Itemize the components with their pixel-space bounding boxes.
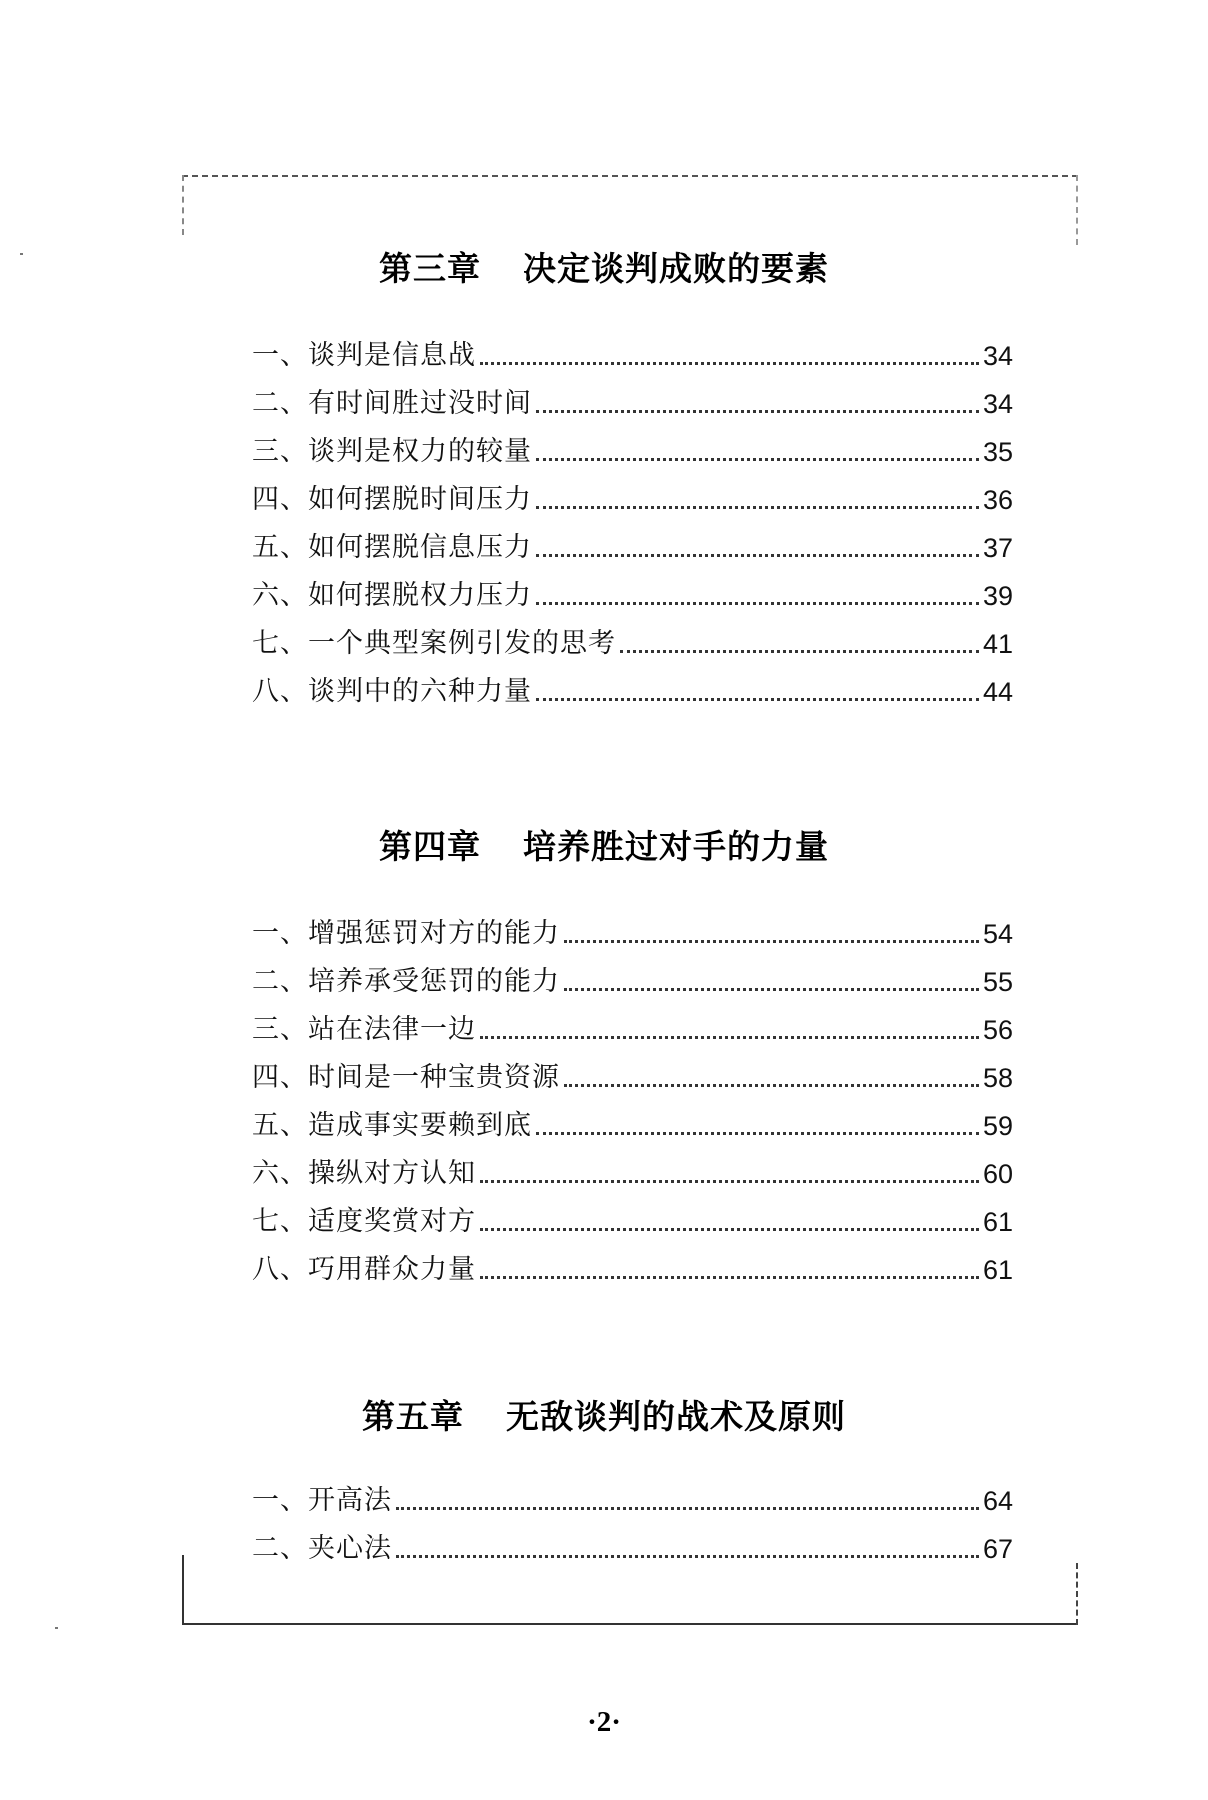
toc-entry[interactable] bbox=[252, 1199, 1013, 1239]
chapter-title: 培养胜过对手的力量 bbox=[523, 827, 829, 866]
chapter-number: 第五章 bbox=[362, 1397, 464, 1436]
toc-entry-page: 54 bbox=[982, 919, 1013, 949]
toc-entry-label: 五、造成事实要赖到底 bbox=[252, 1110, 532, 1141]
dot-leader bbox=[480, 1276, 979, 1279]
frame-corner-top-left bbox=[182, 175, 184, 235]
toc-entry[interactable] bbox=[252, 1247, 1013, 1287]
toc-entry[interactable] bbox=[252, 1007, 1013, 1047]
toc-entry-page: 41 bbox=[982, 629, 1013, 659]
toc-entry-label: 二、夹心法 bbox=[252, 1533, 392, 1564]
toc-entry[interactable] bbox=[252, 959, 1013, 999]
toc-entry[interactable] bbox=[252, 477, 1013, 517]
toc-entry-page: 61 bbox=[982, 1255, 1013, 1285]
toc-entry-label: 二、培养承受惩罚的能力 bbox=[252, 966, 560, 997]
dot-leader bbox=[480, 1228, 979, 1231]
toc-entry-page: 60 bbox=[982, 1159, 1013, 1189]
toc-entry[interactable] bbox=[252, 573, 1013, 613]
toc-entry-page: 34 bbox=[982, 341, 1013, 371]
toc-entry[interactable] bbox=[252, 1478, 1013, 1518]
toc-entry-label: 八、谈判中的六种力量 bbox=[252, 676, 532, 707]
chapter-heading bbox=[0, 243, 1208, 290]
page-number: ·2· bbox=[587, 1706, 621, 1738]
frame-corner-bottom-right bbox=[1076, 1563, 1078, 1625]
chapter-number: 第四章 bbox=[379, 827, 481, 866]
toc-entry-label: 七、适度奖赏对方 bbox=[252, 1206, 476, 1237]
toc-entry-page: 67 bbox=[982, 1534, 1013, 1564]
toc-entry-page: 39 bbox=[982, 581, 1013, 611]
toc-entry[interactable] bbox=[252, 621, 1013, 661]
toc-entry[interactable] bbox=[252, 1526, 1013, 1566]
chapter-heading bbox=[0, 1391, 1208, 1438]
toc-entry-label: 三、谈判是权力的较量 bbox=[252, 436, 532, 467]
dot-leader bbox=[396, 1555, 979, 1558]
toc-entry-label: 一、谈判是信息战 bbox=[252, 340, 476, 371]
chapter-number: 第三章 bbox=[379, 249, 481, 288]
dot-leader bbox=[536, 554, 979, 557]
dot-leader bbox=[536, 602, 979, 605]
toc-entry-label: 一、增强惩罚对方的能力 bbox=[252, 918, 560, 949]
dot-leader bbox=[396, 1507, 979, 1510]
toc-entry[interactable] bbox=[252, 1103, 1013, 1143]
toc-entry-page: 55 bbox=[982, 967, 1013, 997]
toc-entry-page: 36 bbox=[982, 485, 1013, 515]
toc-entry-label: 一、开高法 bbox=[252, 1485, 392, 1516]
dot-leader bbox=[620, 650, 979, 653]
dot-leader bbox=[480, 1180, 979, 1183]
toc-entry-label: 六、操纵对方认知 bbox=[252, 1158, 476, 1189]
toc-entry-page: 35 bbox=[982, 437, 1013, 467]
toc-entry[interactable] bbox=[252, 669, 1013, 709]
toc-entry-label: 五、如何摆脱信息压力 bbox=[252, 532, 532, 563]
toc-entry-label: 二、有时间胜过没时间 bbox=[252, 388, 532, 419]
chapter-title: 无敌谈判的战术及原则 bbox=[506, 1397, 846, 1436]
dot-leader bbox=[536, 698, 979, 701]
dot-leader bbox=[536, 1132, 979, 1135]
toc-entry-label: 四、时间是一种宝贵资源 bbox=[252, 1062, 560, 1093]
chapter-heading bbox=[0, 821, 1208, 868]
toc-entry-page: 59 bbox=[982, 1111, 1013, 1141]
toc-entry-page: 64 bbox=[982, 1486, 1013, 1516]
scan-speck bbox=[55, 1627, 58, 1629]
toc-entry[interactable] bbox=[252, 429, 1013, 469]
dot-leader bbox=[536, 410, 979, 413]
toc-entry-page: 44 bbox=[982, 677, 1013, 707]
toc-entry-label: 四、如何摆脱时间压力 bbox=[252, 484, 532, 515]
toc-entry-page: 58 bbox=[982, 1063, 1013, 1093]
dot-leader bbox=[564, 1084, 979, 1087]
toc-entry-page: 61 bbox=[982, 1207, 1013, 1237]
toc-entry[interactable] bbox=[252, 381, 1013, 421]
dot-leader bbox=[536, 458, 979, 461]
toc-entry-label: 六、如何摆脱权力压力 bbox=[252, 580, 532, 611]
toc-entry[interactable] bbox=[252, 333, 1013, 373]
toc-entry-page: 56 bbox=[982, 1015, 1013, 1045]
dot-leader bbox=[564, 940, 979, 943]
toc-entry[interactable] bbox=[252, 1055, 1013, 1095]
frame-corner-bottom-left bbox=[182, 1555, 184, 1625]
toc-entry[interactable] bbox=[252, 911, 1013, 951]
frame-top-border bbox=[182, 175, 1078, 177]
frame-bottom-border bbox=[182, 1623, 1078, 1625]
toc-entry-page: 37 bbox=[982, 533, 1013, 563]
toc-entry-label: 三、站在法律一边 bbox=[252, 1014, 476, 1045]
dot-leader bbox=[536, 506, 979, 509]
dot-leader bbox=[564, 988, 979, 991]
toc-entry-page: 34 bbox=[982, 389, 1013, 419]
toc-entry-label: 七、一个典型案例引发的思考 bbox=[252, 628, 616, 659]
chapter-title: 决定谈判成败的要素 bbox=[523, 249, 829, 288]
frame-corner-top-right bbox=[1076, 175, 1078, 245]
toc-entry-label: 八、巧用群众力量 bbox=[252, 1254, 476, 1285]
toc-entry[interactable] bbox=[252, 1151, 1013, 1191]
dot-leader bbox=[480, 1036, 979, 1039]
dot-leader bbox=[480, 362, 979, 365]
toc-entry[interactable] bbox=[252, 525, 1013, 565]
